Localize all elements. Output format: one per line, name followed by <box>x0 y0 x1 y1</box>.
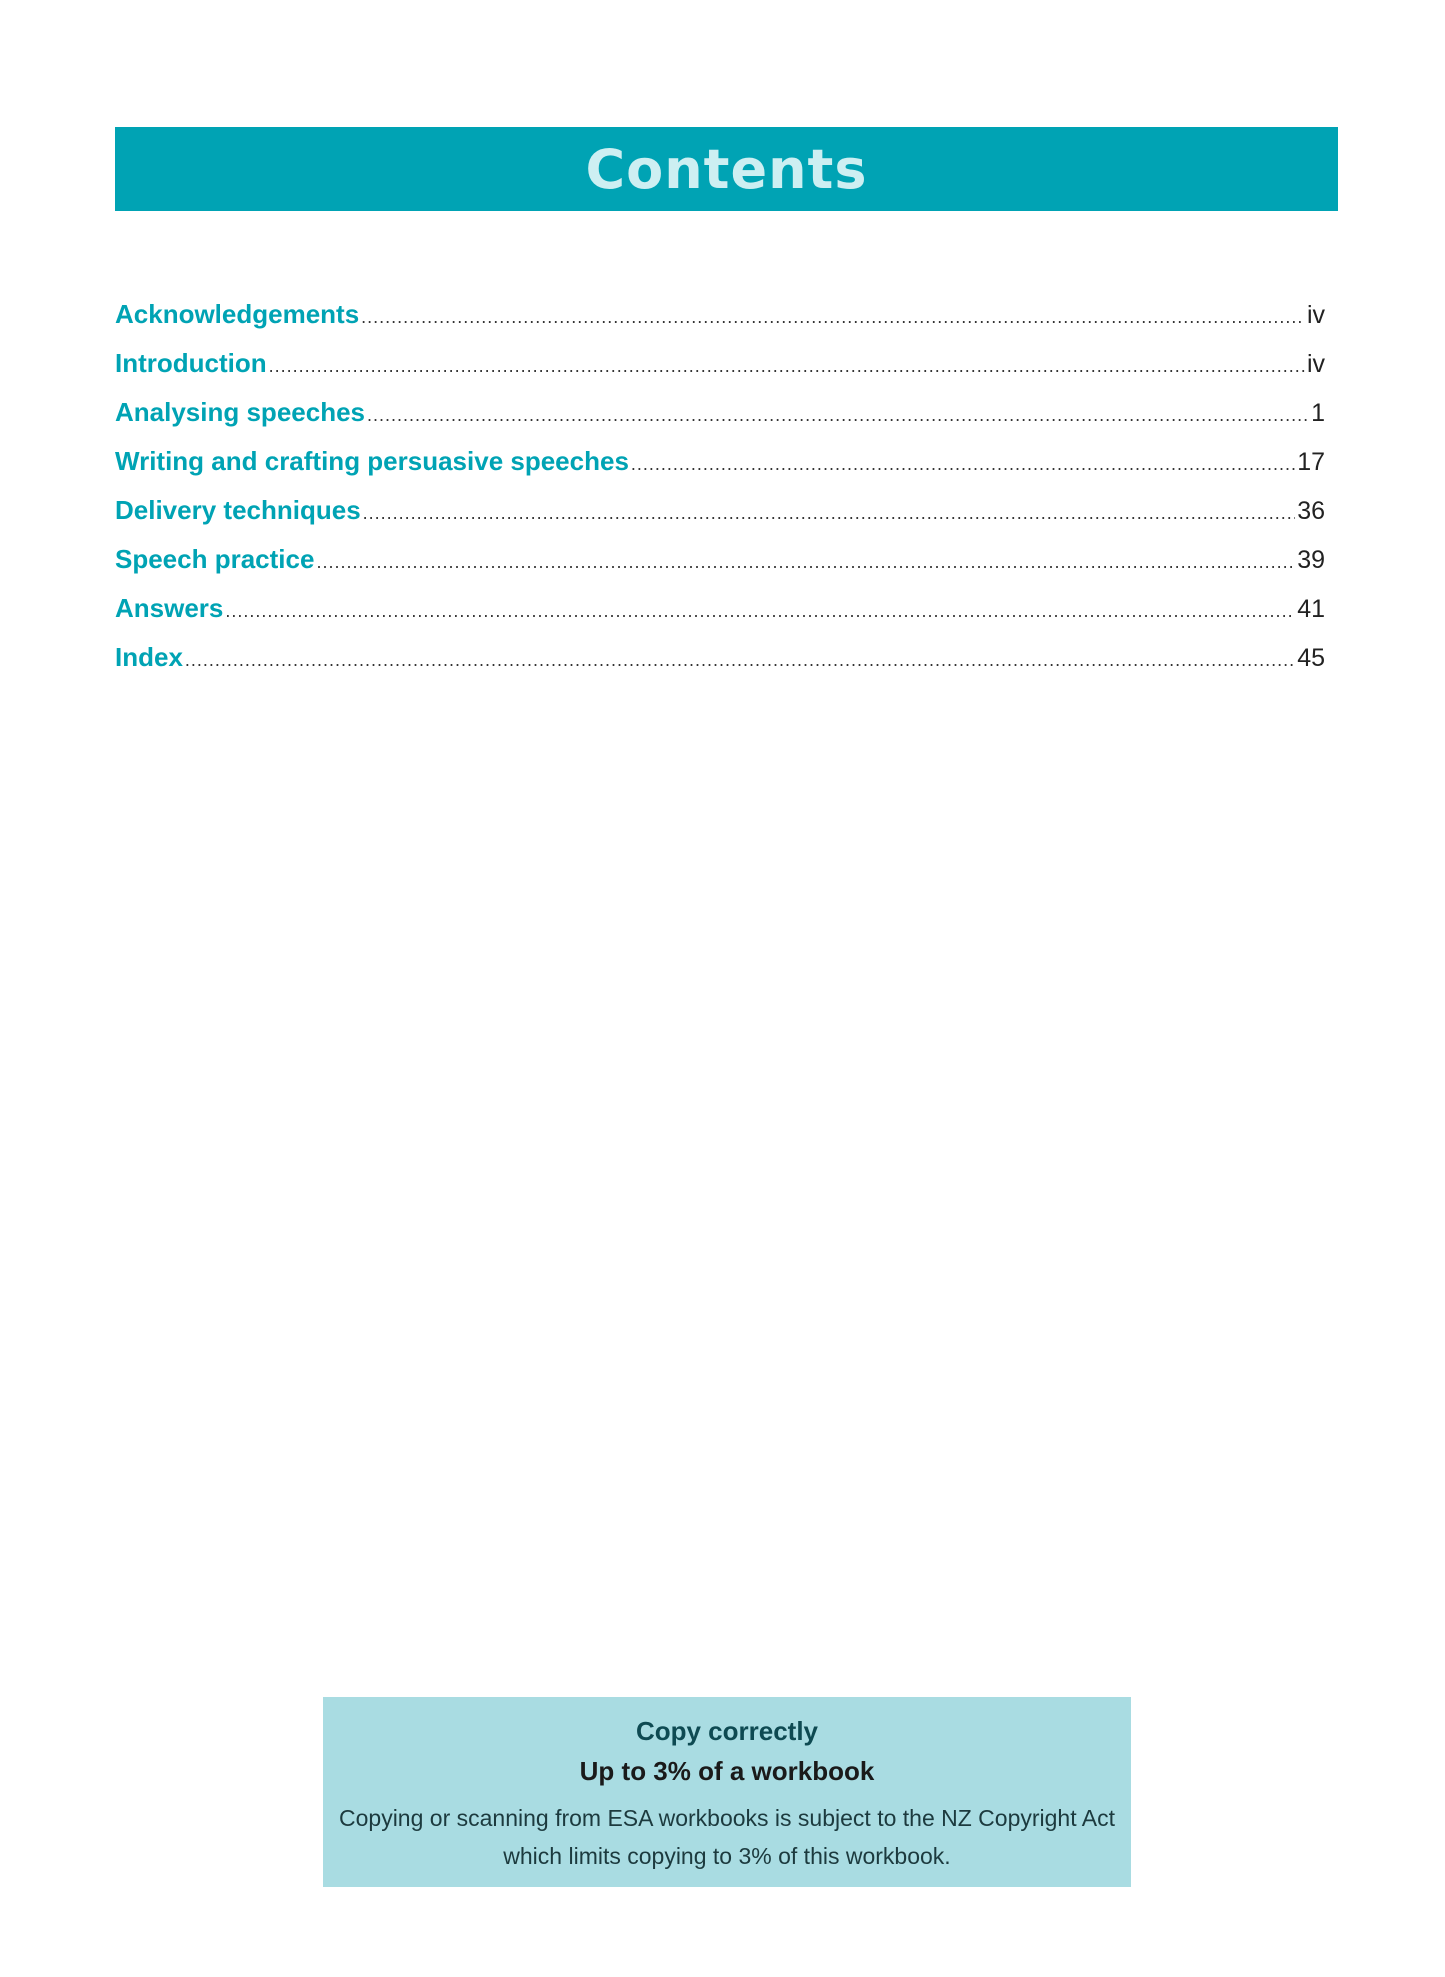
toc-entry-writing-persuasive-speeches[interactable] <box>115 437 1325 486</box>
notice-body-line: which limits copying to 3% of this workbook. <box>503 1843 951 1869</box>
toc-page-number: 39 <box>1297 546 1325 574</box>
table-of-contents <box>115 290 1325 682</box>
toc-entry-label[interactable]: Answers <box>115 593 224 623</box>
toc-entry-index[interactable] <box>115 633 1325 682</box>
toc-entry-label[interactable]: Index <box>115 642 183 672</box>
toc-entry-introduction[interactable] <box>115 339 1325 388</box>
copyright-notice-box <box>323 1697 1131 1887</box>
dot-leader <box>269 342 1305 391</box>
toc-entry-label[interactable]: Delivery techniques <box>115 495 361 525</box>
toc-page-number: 1 <box>1311 399 1325 427</box>
toc-entry-label[interactable]: Writing and crafting persuasive speeches <box>115 446 629 476</box>
page-title: Contents <box>585 137 868 201</box>
contents-header-bar <box>115 127 1338 211</box>
toc-entry-delivery-techniques[interactable] <box>115 486 1325 535</box>
dot-leader <box>631 440 1295 489</box>
dot-leader <box>185 636 1295 685</box>
dot-leader <box>316 538 1295 587</box>
toc-page-number: iv <box>1306 350 1325 378</box>
dot-leader <box>363 489 1296 538</box>
toc-page-number: iv <box>1306 301 1325 329</box>
toc-page-number: 45 <box>1297 644 1325 672</box>
toc-page-number: 17 <box>1297 448 1325 476</box>
toc-entry-answers[interactable] <box>115 584 1325 633</box>
toc-entry-label[interactable]: Acknowledgements <box>115 299 360 329</box>
dot-leader <box>225 587 1295 636</box>
toc-page-number: 41 <box>1297 595 1325 623</box>
toc-entry-label[interactable]: Analysing speeches <box>115 397 365 427</box>
dot-leader <box>361 293 1305 342</box>
notice-title: Copy correctly <box>635 1716 819 1746</box>
toc-entry-acknowledgements[interactable] <box>115 290 1325 339</box>
notice-body-line: Copying or scanning from ESA workbooks is subject to the NZ Copyright Act <box>339 1805 1115 1831</box>
notice-body <box>323 1799 1131 1875</box>
toc-entry-speech-practice[interactable] <box>115 535 1325 584</box>
toc-page-number: 36 <box>1297 497 1325 525</box>
notice-subtitle: Up to 3% of a workbook <box>579 1756 875 1786</box>
toc-entry-analysing-speeches[interactable] <box>115 388 1325 437</box>
toc-entry-label[interactable]: Introduction <box>115 348 267 378</box>
toc-entry-label[interactable]: Speech practice <box>115 544 315 574</box>
dot-leader <box>367 391 1309 440</box>
